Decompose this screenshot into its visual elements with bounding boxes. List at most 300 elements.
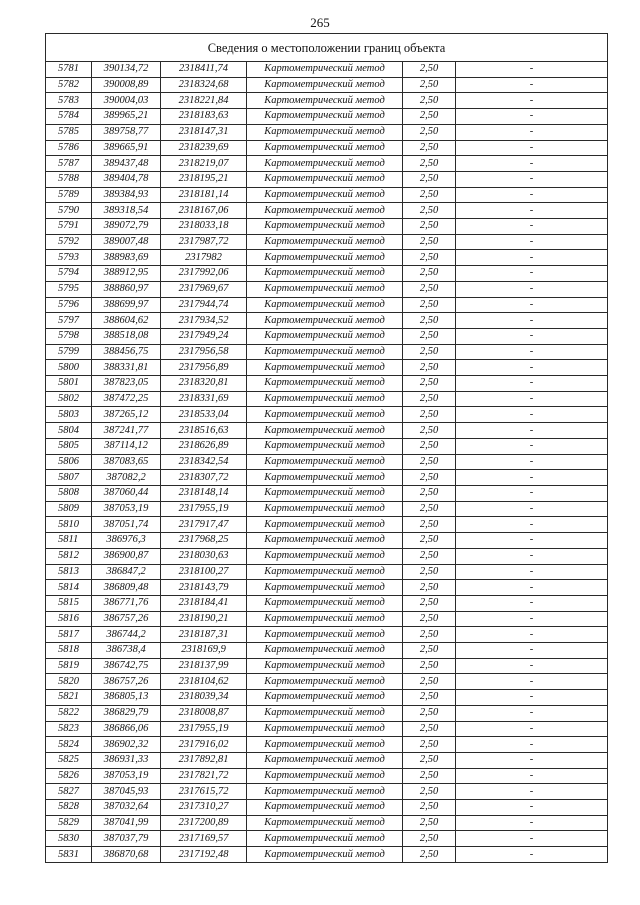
accuracy-cell: 2,50 <box>403 77 456 93</box>
description-cell: - <box>456 643 608 659</box>
x-coordinate-cell: 387823,05 <box>92 376 161 392</box>
description-cell: - <box>456 376 608 392</box>
point-number-cell: 5824 <box>46 737 92 753</box>
method-cell: Картометрический метод <box>247 690 403 706</box>
description-cell: - <box>456 124 608 140</box>
accuracy-cell: 2,50 <box>403 800 456 816</box>
x-coordinate-cell: 388699,97 <box>92 297 161 313</box>
x-coordinate-cell: 389665,91 <box>92 140 161 156</box>
x-coordinate-cell: 387041,99 <box>92 815 161 831</box>
method-cell: Картометрический метод <box>247 156 403 172</box>
y-coordinate-cell: 2317821,72 <box>161 768 247 784</box>
page-number: 265 <box>310 15 330 30</box>
y-coordinate-cell: 2318342,54 <box>161 454 247 470</box>
method-cell: Картометрический метод <box>247 407 403 423</box>
description-cell: - <box>456 344 608 360</box>
x-coordinate-cell: 387083,65 <box>92 454 161 470</box>
y-coordinate-cell: 2318331,69 <box>161 391 247 407</box>
method-cell: Картометрический метод <box>247 250 403 266</box>
point-number-cell: 5827 <box>46 784 92 800</box>
table-row <box>46 611 608 627</box>
method-cell: Картометрический метод <box>247 297 403 313</box>
accuracy-cell: 2,50 <box>403 407 456 423</box>
accuracy-cell: 2,50 <box>403 250 456 266</box>
x-coordinate-cell: 386847,2 <box>92 564 161 580</box>
x-coordinate-cell: 388912,95 <box>92 266 161 282</box>
x-coordinate-cell: 386742,75 <box>92 658 161 674</box>
table-row <box>46 77 608 93</box>
description-cell: - <box>456 391 608 407</box>
y-coordinate-cell: 2317968,25 <box>161 533 247 549</box>
description-cell: - <box>456 752 608 768</box>
table-row <box>46 140 608 156</box>
point-number-cell: 5798 <box>46 328 92 344</box>
accuracy-cell: 2,50 <box>403 580 456 596</box>
y-coordinate-cell: 2318307,72 <box>161 470 247 486</box>
x-coordinate-cell: 389072,79 <box>92 219 161 235</box>
description-cell: - <box>456 454 608 470</box>
table-row <box>46 658 608 674</box>
y-coordinate-cell: 2317310,27 <box>161 800 247 816</box>
description-cell: - <box>456 470 608 486</box>
x-coordinate-cell: 386900,87 <box>92 548 161 564</box>
table-row <box>46 250 608 266</box>
accuracy-cell: 2,50 <box>403 266 456 282</box>
method-cell: Картометрический метод <box>247 171 403 187</box>
accuracy-cell: 2,50 <box>403 156 456 172</box>
table-row <box>46 376 608 392</box>
y-coordinate-cell: 2318181,14 <box>161 187 247 203</box>
description-cell: - <box>456 438 608 454</box>
table-row <box>46 470 608 486</box>
table-row <box>46 580 608 596</box>
table-row <box>46 533 608 549</box>
y-coordinate-cell: 2318411,74 <box>161 62 247 78</box>
table-row <box>46 752 608 768</box>
x-coordinate-cell: 386757,26 <box>92 674 161 690</box>
accuracy-cell: 2,50 <box>403 548 456 564</box>
accuracy-cell: 2,50 <box>403 297 456 313</box>
y-coordinate-cell: 2318324,68 <box>161 77 247 93</box>
point-number-cell: 5787 <box>46 156 92 172</box>
x-coordinate-cell: 387265,12 <box>92 407 161 423</box>
method-cell: Картометрический метод <box>247 768 403 784</box>
point-number-cell: 5803 <box>46 407 92 423</box>
x-coordinate-cell: 387060,44 <box>92 485 161 501</box>
point-number-cell: 5819 <box>46 658 92 674</box>
y-coordinate-cell: 2317934,52 <box>161 313 247 329</box>
y-coordinate-cell: 2317615,72 <box>161 784 247 800</box>
y-coordinate-cell: 2317992,06 <box>161 266 247 282</box>
accuracy-cell: 2,50 <box>403 485 456 501</box>
point-number-cell: 5792 <box>46 234 92 250</box>
accuracy-cell: 2,50 <box>403 454 456 470</box>
y-coordinate-cell: 2318100,27 <box>161 564 247 580</box>
x-coordinate-cell: 388860,97 <box>92 281 161 297</box>
table-row <box>46 124 608 140</box>
point-number-cell: 5786 <box>46 140 92 156</box>
x-coordinate-cell: 390008,89 <box>92 77 161 93</box>
description-cell: - <box>456 658 608 674</box>
method-cell: Картометрический метод <box>247 219 403 235</box>
description-cell: - <box>456 360 608 376</box>
boundary-coordinates-table <box>45 33 608 863</box>
y-coordinate-cell: 2318195,21 <box>161 171 247 187</box>
accuracy-cell: 2,50 <box>403 627 456 643</box>
point-number-cell: 5797 <box>46 313 92 329</box>
point-number-cell: 5807 <box>46 470 92 486</box>
y-coordinate-cell: 2318148,14 <box>161 485 247 501</box>
x-coordinate-cell: 386902,32 <box>92 737 161 753</box>
description-cell: - <box>456 187 608 203</box>
point-number-cell: 5813 <box>46 564 92 580</box>
table-row <box>46 360 608 376</box>
y-coordinate-cell: 2317192,48 <box>161 847 247 863</box>
method-cell: Картометрический метод <box>247 234 403 250</box>
method-cell: Картометрический метод <box>247 485 403 501</box>
method-cell: Картометрический метод <box>247 266 403 282</box>
x-coordinate-cell: 386805,13 <box>92 690 161 706</box>
y-coordinate-cell: 2317892,81 <box>161 752 247 768</box>
x-coordinate-cell: 386976,3 <box>92 533 161 549</box>
method-cell: Картометрический метод <box>247 595 403 611</box>
accuracy-cell: 2,50 <box>403 171 456 187</box>
point-number-cell: 5805 <box>46 438 92 454</box>
point-number-cell: 5830 <box>46 831 92 847</box>
accuracy-cell: 2,50 <box>403 768 456 784</box>
method-cell: Картометрический метод <box>247 627 403 643</box>
description-cell: - <box>456 564 608 580</box>
x-coordinate-cell: 389007,48 <box>92 234 161 250</box>
x-coordinate-cell: 387114,12 <box>92 438 161 454</box>
accuracy-cell: 2,50 <box>403 470 456 486</box>
x-coordinate-cell: 389437,48 <box>92 156 161 172</box>
table-row <box>46 313 608 329</box>
method-cell: Картометрический метод <box>247 784 403 800</box>
description-cell: - <box>456 705 608 721</box>
point-number-cell: 5784 <box>46 109 92 125</box>
table-row <box>46 690 608 706</box>
description-cell: - <box>456 62 608 78</box>
accuracy-cell: 2,50 <box>403 219 456 235</box>
table-row <box>46 219 608 235</box>
accuracy-cell: 2,50 <box>403 344 456 360</box>
point-number-cell: 5795 <box>46 281 92 297</box>
description-cell: - <box>456 768 608 784</box>
x-coordinate-cell: 386771,76 <box>92 595 161 611</box>
table-row <box>46 297 608 313</box>
y-coordinate-cell: 2318184,41 <box>161 595 247 611</box>
point-number-cell: 5829 <box>46 815 92 831</box>
method-cell: Картометрический метод <box>247 548 403 564</box>
method-cell: Картометрический метод <box>247 847 403 863</box>
accuracy-cell: 2,50 <box>403 674 456 690</box>
x-coordinate-cell: 387241,77 <box>92 423 161 439</box>
point-number-cell: 5825 <box>46 752 92 768</box>
x-coordinate-cell: 386809,48 <box>92 580 161 596</box>
description-cell: - <box>456 313 608 329</box>
accuracy-cell: 2,50 <box>403 187 456 203</box>
point-number-cell: 5788 <box>46 171 92 187</box>
description-cell: - <box>456 690 608 706</box>
x-coordinate-cell: 386744,2 <box>92 627 161 643</box>
accuracy-cell: 2,50 <box>403 313 456 329</box>
description-cell: - <box>456 140 608 156</box>
x-coordinate-cell: 387053,19 <box>92 501 161 517</box>
description-cell: - <box>456 721 608 737</box>
x-coordinate-cell: 389404,78 <box>92 171 161 187</box>
point-number-cell: 5789 <box>46 187 92 203</box>
point-number-cell: 5783 <box>46 93 92 109</box>
accuracy-cell: 2,50 <box>403 533 456 549</box>
accuracy-cell: 2,50 <box>403 124 456 140</box>
y-coordinate-cell: 2318104,62 <box>161 674 247 690</box>
table-row <box>46 815 608 831</box>
accuracy-cell: 2,50 <box>403 62 456 78</box>
y-coordinate-cell: 2318147,31 <box>161 124 247 140</box>
description-cell: - <box>456 627 608 643</box>
point-number-cell: 5828 <box>46 800 92 816</box>
method-cell: Картометрический метод <box>247 391 403 407</box>
x-coordinate-cell: 389965,21 <box>92 109 161 125</box>
table-row <box>46 109 608 125</box>
table-row <box>46 768 608 784</box>
method-cell: Картометрический метод <box>247 438 403 454</box>
accuracy-cell: 2,50 <box>403 784 456 800</box>
table-row <box>46 62 608 78</box>
x-coordinate-cell: 388983,69 <box>92 250 161 266</box>
table-row <box>46 517 608 533</box>
accuracy-cell: 2,50 <box>403 109 456 125</box>
description-cell: - <box>456 737 608 753</box>
description-cell: - <box>456 485 608 501</box>
y-coordinate-cell: 2318219,07 <box>161 156 247 172</box>
point-number-cell: 5820 <box>46 674 92 690</box>
table-row <box>46 721 608 737</box>
point-number-cell: 5810 <box>46 517 92 533</box>
x-coordinate-cell: 388518,08 <box>92 328 161 344</box>
method-cell: Картометрический метод <box>247 674 403 690</box>
point-number-cell: 5781 <box>46 62 92 78</box>
x-coordinate-cell: 387053,19 <box>92 768 161 784</box>
accuracy-cell: 2,50 <box>403 752 456 768</box>
y-coordinate-cell: 2318137,99 <box>161 658 247 674</box>
point-number-cell: 5785 <box>46 124 92 140</box>
description-cell: - <box>456 156 608 172</box>
accuracy-cell: 2,50 <box>403 705 456 721</box>
description-cell: - <box>456 548 608 564</box>
accuracy-cell: 2,50 <box>403 281 456 297</box>
x-coordinate-cell: 388604,62 <box>92 313 161 329</box>
accuracy-cell: 2,50 <box>403 737 456 753</box>
table-row <box>46 438 608 454</box>
accuracy-cell: 2,50 <box>403 376 456 392</box>
y-coordinate-cell: 2318533,04 <box>161 407 247 423</box>
x-coordinate-cell: 386829,79 <box>92 705 161 721</box>
y-coordinate-cell: 2317955,19 <box>161 721 247 737</box>
method-cell: Картометрический метод <box>247 93 403 109</box>
table-body <box>46 34 608 863</box>
x-coordinate-cell: 388331,81 <box>92 360 161 376</box>
method-cell: Картометрический метод <box>247 831 403 847</box>
method-cell: Картометрический метод <box>247 470 403 486</box>
description-cell: - <box>456 580 608 596</box>
accuracy-cell: 2,50 <box>403 423 456 439</box>
method-cell: Картометрический метод <box>247 815 403 831</box>
point-number-cell: 5801 <box>46 376 92 392</box>
point-number-cell: 5791 <box>46 219 92 235</box>
method-cell: Картометрический метод <box>247 62 403 78</box>
method-cell: Картометрический метод <box>247 124 403 140</box>
y-coordinate-cell: 2317169,57 <box>161 831 247 847</box>
method-cell: Картометрический метод <box>247 643 403 659</box>
description-cell: - <box>456 250 608 266</box>
method-cell: Картометрический метод <box>247 800 403 816</box>
table-row <box>46 234 608 250</box>
accuracy-cell: 2,50 <box>403 831 456 847</box>
table-row <box>46 831 608 847</box>
y-coordinate-cell: 2317956,58 <box>161 344 247 360</box>
x-coordinate-cell: 387082,2 <box>92 470 161 486</box>
y-coordinate-cell: 2318169,9 <box>161 643 247 659</box>
accuracy-cell: 2,50 <box>403 595 456 611</box>
y-coordinate-cell: 2317200,89 <box>161 815 247 831</box>
table-row <box>46 344 608 360</box>
description-cell: - <box>456 611 608 627</box>
method-cell: Картометрический метод <box>247 501 403 517</box>
table-row <box>46 548 608 564</box>
description-cell: - <box>456 847 608 863</box>
x-coordinate-cell: 387032,64 <box>92 800 161 816</box>
table-row <box>46 501 608 517</box>
method-cell: Картометрический метод <box>247 281 403 297</box>
x-coordinate-cell: 386738,4 <box>92 643 161 659</box>
accuracy-cell: 2,50 <box>403 93 456 109</box>
x-coordinate-cell: 390134,72 <box>92 62 161 78</box>
method-cell: Картометрический метод <box>247 140 403 156</box>
table-title: Сведения о местоположении границ объекта <box>46 34 608 62</box>
method-cell: Картометрический метод <box>247 423 403 439</box>
point-number-cell: 5822 <box>46 705 92 721</box>
table-row <box>46 156 608 172</box>
description-cell: - <box>456 533 608 549</box>
table-row <box>46 784 608 800</box>
point-number-cell: 5812 <box>46 548 92 564</box>
x-coordinate-cell: 387045,93 <box>92 784 161 800</box>
point-number-cell: 5800 <box>46 360 92 376</box>
point-number-cell: 5782 <box>46 77 92 93</box>
y-coordinate-cell: 2317982 <box>161 250 247 266</box>
description-cell: - <box>456 203 608 219</box>
method-cell: Картометрический метод <box>247 611 403 627</box>
accuracy-cell: 2,50 <box>403 328 456 344</box>
table-row <box>46 627 608 643</box>
table-row <box>46 266 608 282</box>
description-cell: - <box>456 281 608 297</box>
table-row <box>46 485 608 501</box>
point-number-cell: 5793 <box>46 250 92 266</box>
accuracy-cell: 2,50 <box>403 847 456 863</box>
method-cell: Картометрический метод <box>247 328 403 344</box>
point-number-cell: 5802 <box>46 391 92 407</box>
y-coordinate-cell: 2318030,63 <box>161 548 247 564</box>
description-cell: - <box>456 674 608 690</box>
accuracy-cell: 2,50 <box>403 391 456 407</box>
table-row <box>46 328 608 344</box>
table-row <box>46 737 608 753</box>
description-cell: - <box>456 501 608 517</box>
y-coordinate-cell: 2317987,72 <box>161 234 247 250</box>
point-number-cell: 5815 <box>46 595 92 611</box>
method-cell: Картометрический метод <box>247 721 403 737</box>
description-cell: - <box>456 517 608 533</box>
table-row <box>46 281 608 297</box>
table-row <box>46 171 608 187</box>
method-cell: Картометрический метод <box>247 658 403 674</box>
y-coordinate-cell: 2317969,67 <box>161 281 247 297</box>
description-cell: - <box>456 171 608 187</box>
method-cell: Картометрический метод <box>247 454 403 470</box>
accuracy-cell: 2,50 <box>403 360 456 376</box>
description-cell: - <box>456 219 608 235</box>
point-number-cell: 5811 <box>46 533 92 549</box>
point-number-cell: 5794 <box>46 266 92 282</box>
y-coordinate-cell: 2318221,84 <box>161 93 247 109</box>
point-number-cell: 5809 <box>46 501 92 517</box>
method-cell: Картометрический метод <box>247 360 403 376</box>
point-number-cell: 5796 <box>46 297 92 313</box>
y-coordinate-cell: 2318626,89 <box>161 438 247 454</box>
y-coordinate-cell: 2318008,87 <box>161 705 247 721</box>
description-cell: - <box>456 815 608 831</box>
x-coordinate-cell: 387472,25 <box>92 391 161 407</box>
description-cell: - <box>456 266 608 282</box>
accuracy-cell: 2,50 <box>403 140 456 156</box>
table-row <box>46 564 608 580</box>
method-cell: Картометрический метод <box>247 77 403 93</box>
method-cell: Картометрический метод <box>247 376 403 392</box>
method-cell: Картометрический метод <box>247 517 403 533</box>
accuracy-cell: 2,50 <box>403 643 456 659</box>
point-number-cell: 5831 <box>46 847 92 863</box>
description-cell: - <box>456 93 608 109</box>
table-row <box>46 800 608 816</box>
y-coordinate-cell: 2318190,21 <box>161 611 247 627</box>
method-cell: Картометрический метод <box>247 737 403 753</box>
y-coordinate-cell: 2318516,63 <box>161 423 247 439</box>
y-coordinate-cell: 2318320,81 <box>161 376 247 392</box>
y-coordinate-cell: 2318187,31 <box>161 627 247 643</box>
x-coordinate-cell: 386931,33 <box>92 752 161 768</box>
point-number-cell: 5806 <box>46 454 92 470</box>
y-coordinate-cell: 2317956,89 <box>161 360 247 376</box>
y-coordinate-cell: 2317955,19 <box>161 501 247 517</box>
description-cell: - <box>456 297 608 313</box>
table-row <box>46 674 608 690</box>
description-cell: - <box>456 595 608 611</box>
accuracy-cell: 2,50 <box>403 501 456 517</box>
x-coordinate-cell: 389318,54 <box>92 203 161 219</box>
table-row <box>46 595 608 611</box>
x-coordinate-cell: 386870,68 <box>92 847 161 863</box>
description-cell: - <box>456 407 608 423</box>
x-coordinate-cell: 389384,93 <box>92 187 161 203</box>
method-cell: Картометрический метод <box>247 564 403 580</box>
x-coordinate-cell: 387051,74 <box>92 517 161 533</box>
accuracy-cell: 2,50 <box>403 517 456 533</box>
x-coordinate-cell: 386757,26 <box>92 611 161 627</box>
method-cell: Картометрический метод <box>247 109 403 125</box>
